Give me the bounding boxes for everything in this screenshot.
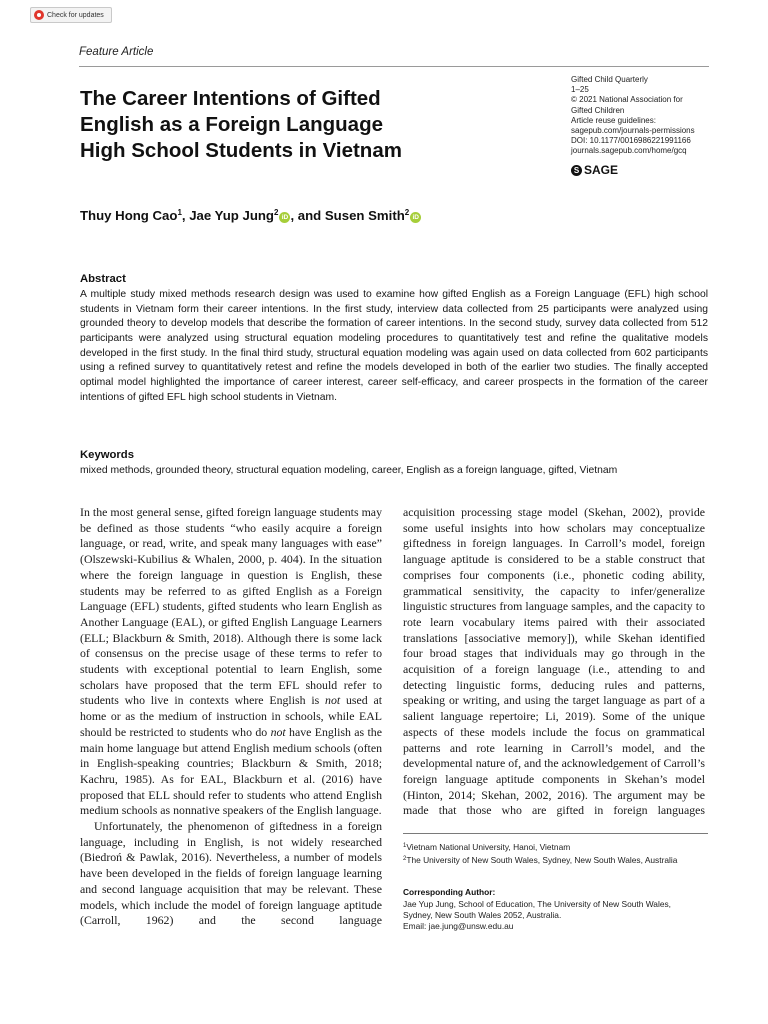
corresponding-author-details (403, 899, 708, 932)
copyright-line: © 2021 National Association for (571, 95, 683, 105)
emphasis-text: not (270, 724, 286, 739)
copyright-line: Gifted Children (571, 105, 625, 115)
author-name: Thuy Hong Cao (80, 208, 178, 223)
body-paragraph: Unfortunately, the phenomenon of giftedness in a foreign language, including in English, is not widely researched (Biedroń & Pawlak, 2016). Nevertheless, a number of models have been developed in the fields of foreign language learning and second language acquisition that may be relevant. These models, which include the model of foreign language aptitude (Carroll, 1962) and the second language (80, 819, 382, 928)
footnote-marker: 2 (403, 856, 407, 862)
reuse-guidelines-label: Article reuse guidelines: (571, 115, 656, 125)
page-range: 1–25 (571, 85, 589, 95)
footnote-text: The University of New South Wales, Sydney, New South Wales, Australia (406, 855, 678, 865)
author-separator: , and (290, 208, 325, 223)
keywords-text: mixed methods, grounded theory, structural equation modeling, career, English as a foreign language, gifted, Vietnam (80, 465, 618, 476)
check-for-updates-button[interactable] (30, 7, 112, 23)
title-line: English as a Foreign Language (80, 113, 383, 136)
title-line: High School Students in Vietnam (80, 139, 402, 162)
body-text: have English as the main home language but attend English medium schools (often in English-speaking countries; Blackburn & Smith, 2018; Kachru, 1985). As for EAL, Blackburn et al. (2016) have proposed that ELL should refer to students who attend English medium schools as nonnative speakers of the English language. (80, 724, 382, 818)
orcid-icon[interactable]: iD (410, 212, 421, 223)
journal-name: Gifted Child Quarterly (571, 75, 648, 84)
journal-info (571, 75, 711, 157)
footnote-text: Vietnam National University, Hanoi, Vietnam (406, 842, 571, 852)
body-column-right (403, 505, 705, 819)
article-type-label: Feature Article (79, 46, 154, 58)
body-paragraph (80, 505, 382, 819)
crossmark-icon (34, 10, 44, 20)
author-separator: , (181, 208, 190, 223)
body-text: In the most general sense, gifted foreign language students may be defined as those students “who easily acquire a foreign language, or read, write, and speak many languages with ease” (Olszewski-Kubilius & Whalen, 2000, p. 404). In the situation where the foreign language in question is English, these students may be referred to as gifted English as a Foreign Language (EFL) students, gifted students who learn English as Another Language (EAL), or gifted English Language Learners (ELL; Blackburn & Smith, 2018). Although there is some lack of consensus on the precise usage of these terms to refer to students with exceptional potential to learn English, some scholars have proposed that the term EFL should refer to students who live in contexts where English is (80, 505, 382, 708)
footnote-affiliation (403, 841, 708, 853)
keywords-heading: Keywords (80, 449, 134, 461)
author-list (80, 208, 421, 223)
footnote-divider (403, 833, 708, 834)
author-name: Susen Smith (324, 208, 405, 223)
body-paragraph: acquisition processing stage model (Skehan, 2002), provide some useful insights into how scholars may conceptualize giftedness in foreign languages. In Carroll’s model, foreign language aptitude is considered to be a stable construct that comprises four components (i.e., phonetic coding ability, grammatical sensitivity, the capacity to infer/generalize linguistic structures from language samples, and the capacity to rote learn vocabulary items paired with their associated translations [associative memory]), while Skehan identified four broad stages that individuals may go through in the acquisition of a foreign language (i.e., attending to and detecting linguistic forms, deducing rules and patterns, speaking or writing, and using the target language as part of a salient language repertoire; Li, 2019). Some of the unique aspects of these models include the focus on grammatical patterns and rote learning in Carroll’s model, and the developmental nature of, and the acknowledgement of Carroll’s foreign language aptitude components in Skehan’s model (Hinton, 2014; Skehan, 2002, 2016). The argument may be made that those who are gifted in foreign languages (403, 505, 705, 818)
body-column-left (80, 505, 382, 929)
author-name: Jae Yup Jung (189, 208, 274, 223)
sage-logo (571, 163, 618, 177)
sage-mark-icon: S (571, 165, 582, 176)
title-line: The Career Intentions of Gifted (80, 87, 381, 110)
body-text: used at home or as the medium of instruction in schools, while EAL should be restricted to students who do (80, 693, 382, 739)
emphasis-text: not (325, 693, 341, 708)
corresponding-author-heading: Corresponding Author: (403, 887, 496, 897)
journal-homepage-link[interactable]: journals.sagepub.com/home/gcq (571, 146, 687, 156)
corresponding-author-line: Sydney, New South Wales 2052, Australia. (403, 910, 562, 920)
doi-link[interactable]: DOI: 10.1177/0016986221991166 (571, 136, 691, 146)
abstract-text: A multiple study mixed methods research design was used to examine how gifted English as a Foreign Language (EFL) high school students in Vietnam form their career intentions. In the first study, interview data collected from 25 participants were analyzed using grounded theory to develop models that describe the formation of career intentions. In the second study, survey data collected from 512 participants were analyzed using structural equation modeling procedures to quantitatively test and refine the qualitative models developed in the first study. In the final third study, structural equation modeling was again used on data collected from 602 participants using a refined survey to quantitatively retest and refine the models developed in both of the earlier two studies. The finally accepted optimal model highlighted the importance of career interest, career self-efficacy, and career prospects in the formation of the career intentions of gifted EFL high school students in Vietnam. (80, 289, 708, 403)
footnote-affiliation (403, 854, 708, 866)
sage-wordmark: SAGE (584, 163, 619, 177)
corresponding-author-email[interactable]: Email: jae.jung@unsw.edu.au (403, 921, 514, 931)
permissions-link[interactable]: sagepub.com/journals-permissions (571, 126, 695, 136)
footnote-marker: 1 (403, 843, 407, 849)
orcid-icon[interactable]: iD (279, 212, 290, 223)
header-divider (79, 66, 709, 67)
affiliation-marker: 2 (274, 208, 279, 217)
abstract-heading: Abstract (80, 273, 126, 285)
corresponding-author-line: Jae Yup Jung, School of Education, The University of New South Wales, (403, 899, 671, 909)
article-title (80, 86, 480, 164)
affiliation-marker: 1 (177, 208, 182, 217)
check-for-updates-label: Check for updates (47, 11, 104, 19)
affiliation-marker: 2 (404, 208, 410, 217)
